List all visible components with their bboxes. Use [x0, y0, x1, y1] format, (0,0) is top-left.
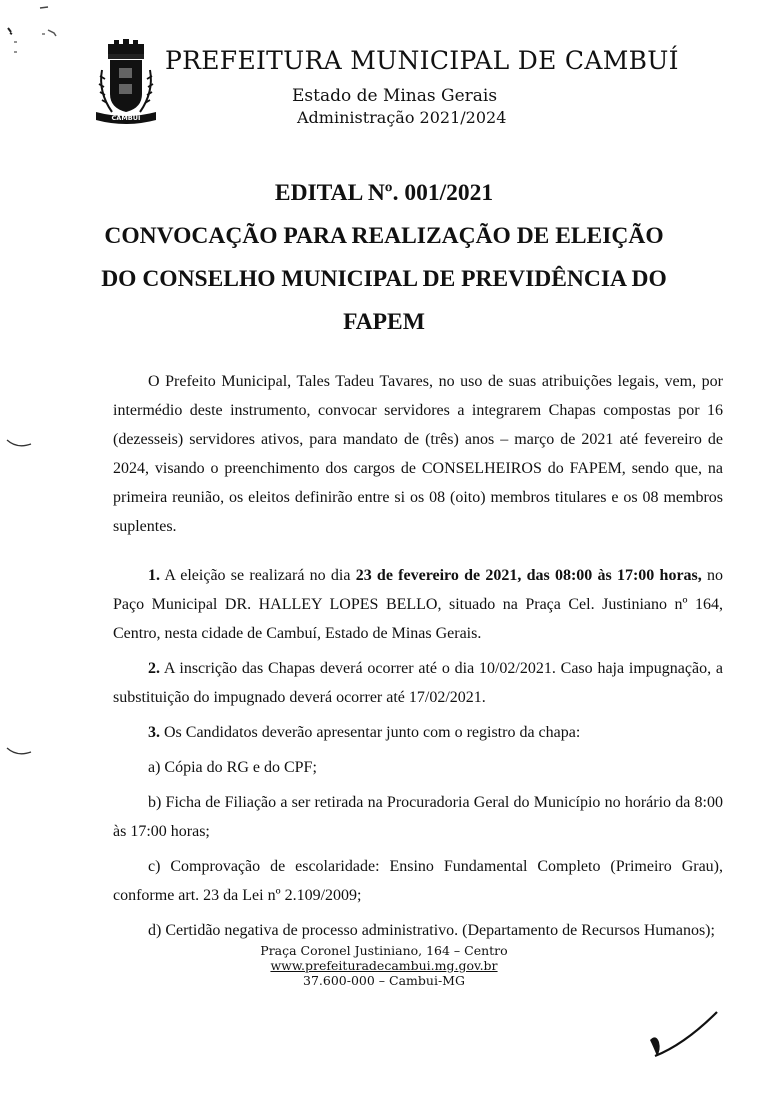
crest-banner-text: CAMBUÍ	[111, 114, 141, 122]
heading-line-3: FAPEM	[343, 309, 425, 335]
item-3-subitem-a: a) Cópia do RG e do CPF;	[148, 759, 317, 776]
item-1-date-time: 23 de fevereiro de 2021, das 08:00 às 17:00 horas,	[355, 567, 702, 584]
items-section	[113, 561, 723, 945]
footer-address: Praça Coronel Justiniano, 164 – Centro	[260, 943, 508, 958]
footer-website-link[interactable]: www.prefeituradecambui.mg.gov.br	[270, 958, 498, 973]
item-2-number: 2.	[148, 660, 160, 677]
edital-number: EDITAL Nº. 001/2021	[274, 180, 494, 206]
org-administration: Administração 2021/2024	[297, 108, 507, 127]
signature-check-icon	[640, 1010, 720, 1065]
org-title: PREFEITURA MUNICIPAL DE CAMBUÍ	[165, 46, 679, 75]
coat-of-arms-icon	[92, 36, 160, 126]
page-footer	[0, 943, 768, 988]
org-state: Estado de Minas Gerais	[292, 86, 498, 106]
heading-line-2: DO CONSELHO MUNICIPAL DE PREVIDÊNCIA DO	[101, 266, 667, 292]
item-3-subitem-d: d) Certidão negativa de processo administrativo. (Departamento de Recursos Humanos);	[148, 922, 715, 939]
item-2-text: A inscrição das Chapas deverá ocorrer até o dia 10/02/2021. Caso haja impugnação, a substituição do impugnado deverá ocorrer até 17/02/2021.	[113, 660, 723, 706]
heading-line-1: CONVOCAÇÃO PARA REALIZAÇÃO DE ELEIÇÃO	[104, 223, 664, 249]
hole-punch-mark-top	[5, 437, 35, 451]
hole-punch-mark-bottom	[5, 745, 35, 759]
item-1-post: no Paço Municipal DR. HALLEY LOPES BELLO, situado na Praça Cel. Justiniano nº 164, Centro, nesta cidade de Cambuí, Estado de Minas Gerais.	[113, 567, 724, 642]
item-1	[113, 561, 723, 648]
scan-speckle-marks	[0, 0, 80, 60]
item-2	[113, 654, 723, 712]
item-3	[113, 718, 723, 747]
footer-cep-city: 37.600-000 – Cambui-MG	[303, 973, 465, 988]
intro-paragraph: O Prefeito Municipal, Tales Tadeu Tavares, no uso de suas atribuições legais, vem, por intermédio deste instrumento, convocar servidores a integrarem Chapas compostas por 16 (dezesseis) servidores ativos, para mandato de (três) anos – março de 2021 até fevereiro de 2024, visando o preenchimento dos cargos de CONSELHEIROS do FAPEM, sendo que, na primeira reunião, os eleitos definirão entre si os 08 (oito) membros titulares e os 08 membros suplentes.	[113, 373, 723, 535]
intro-section	[113, 367, 723, 541]
item-1-number: 1.	[148, 567, 160, 584]
item-3-text: Os Candidatos deverão apresentar junto com o registro da chapa:	[160, 724, 581, 741]
item-3-subitem-c: c) Comprovação de escolaridade: Ensino Fundamental Completo (Primeiro Grau), conforme art. 23 da Lei nº 2.109/2009;	[113, 858, 723, 904]
document-heading	[0, 172, 768, 344]
letterhead	[92, 36, 692, 136]
item-1-pre: A eleição se realizará no dia	[160, 567, 356, 584]
item-3-number: 3.	[148, 724, 160, 741]
item-3-subitem-b: b) Ficha de Filiação a ser retirada na Procuradoria Geral do Município no horário da 8:00 às 17:00 horas;	[113, 794, 723, 840]
